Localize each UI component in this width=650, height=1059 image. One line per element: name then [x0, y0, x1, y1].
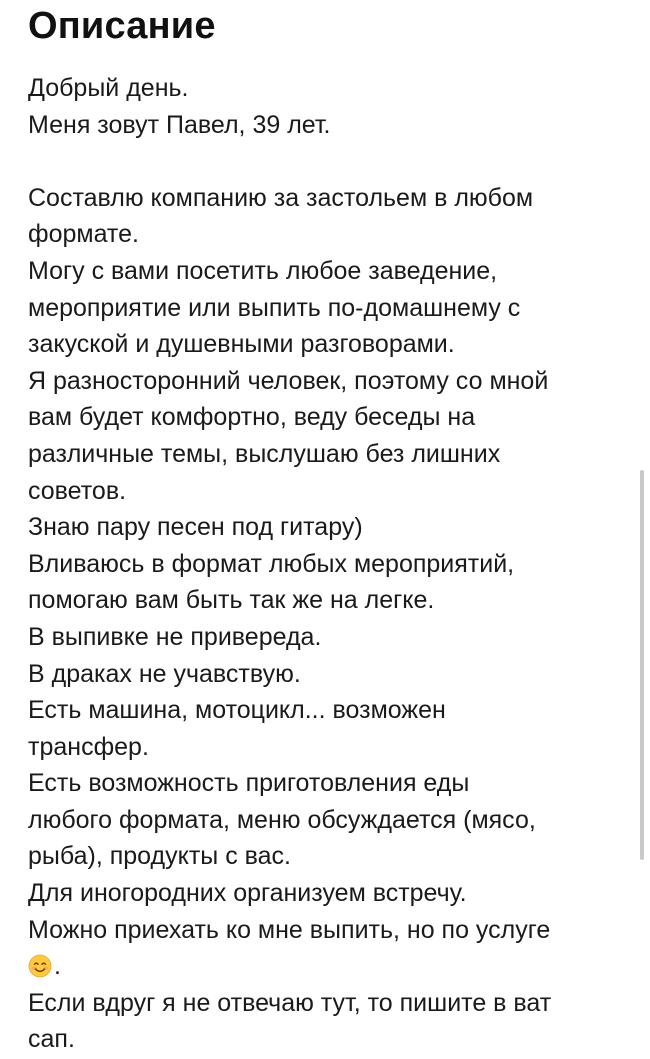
description-line: сап. [28, 1025, 75, 1054]
description-line: мероприятие или выпить по-домашнему с [28, 293, 521, 322]
description-line: формате. [28, 220, 139, 249]
description-line: вам будет комфортно, веду беседы на [28, 403, 476, 432]
description-line: Составлю компанию за застольем в любом [28, 183, 534, 212]
description-text [28, 70, 628, 1058]
scrollbar[interactable] [640, 470, 644, 860]
page-title: Описание [28, 5, 216, 47]
blank-line [28, 143, 628, 180]
description-line: Меня зовут Павел, 39 лет. [28, 110, 331, 139]
description-line: Добрый день. [28, 74, 189, 102]
emoji-line [28, 948, 628, 985]
description-line: Могу с вами посетить любое заведение, [28, 256, 498, 285]
description-line: Знаю пару песен под гитару) [28, 513, 363, 542]
description-line: рыба), продукты с вас. [28, 842, 292, 871]
description-line: Вливаюсь в формат любых мероприятий, [28, 549, 515, 578]
description-line: Есть возможность приготовления еды [28, 769, 470, 798]
description-line: различные темы, выслушаю без лишних [28, 439, 501, 468]
smiling-face-icon [28, 952, 52, 976]
description-line: закуской и душевными разговорами. [28, 330, 455, 359]
description-line: трансфер. [28, 732, 149, 761]
description-line: Я разносторонний человек, поэтому со мной [28, 366, 549, 395]
description-line: В выпивке не привереда. [28, 622, 322, 651]
description-line: Есть машина, мотоцикл... возможен [28, 696, 446, 725]
emoji-line-suffix: . [54, 952, 61, 981]
description-line: В драках не учавствую. [28, 659, 301, 688]
description-line: любого формата, меню обсуждается (мясо, [28, 805, 536, 834]
content [28, 0, 628, 1058]
description-line: помогаю вам быть так же на легке. [28, 586, 435, 615]
description-line: советов. [28, 476, 127, 505]
description-line: Для иногородних организуем встречу. [28, 879, 467, 908]
description-line: Если вдруг я не отвечаю тут, то пишите в ват [28, 988, 552, 1017]
description-line: Можно приехать ко мне выпить, но по услуге [28, 915, 551, 944]
